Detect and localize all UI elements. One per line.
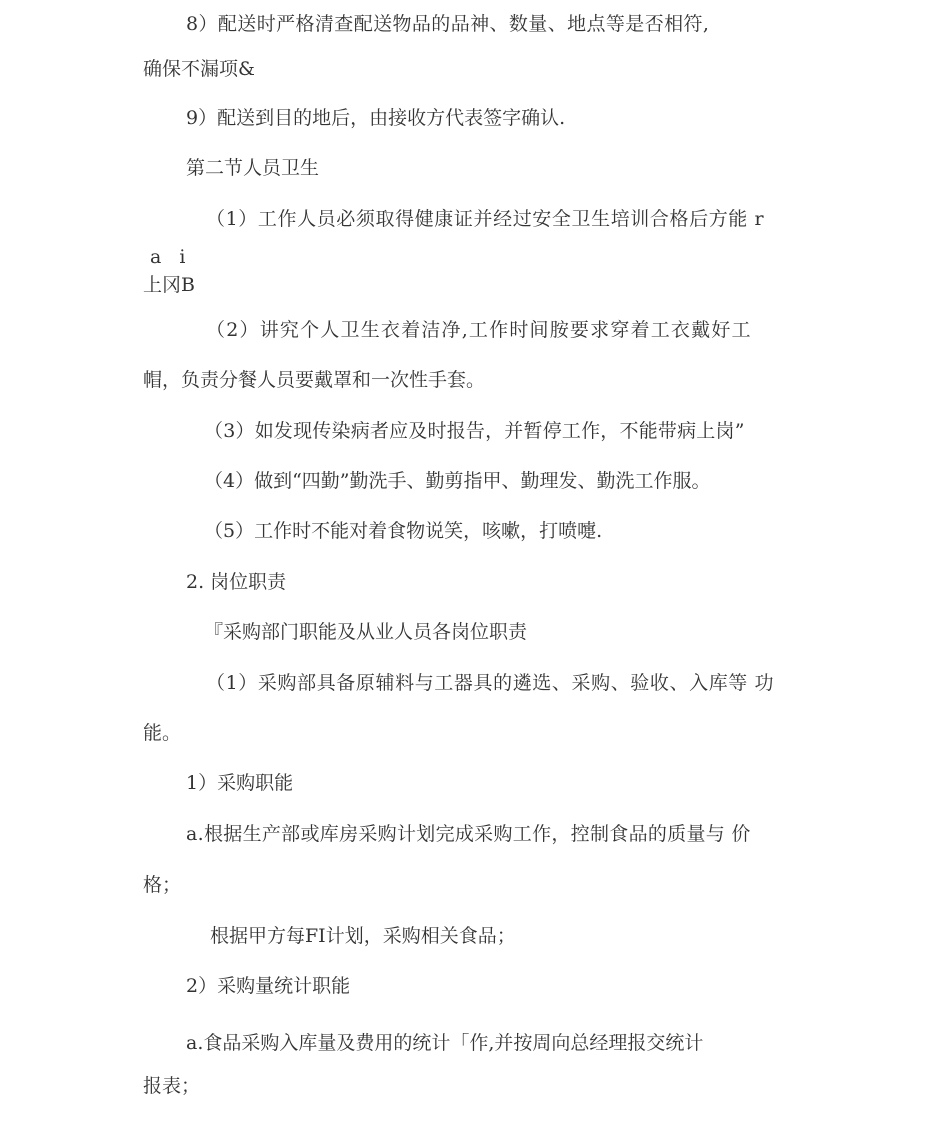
text-line: a.根据生产部或库房采购计划完成采购工作，控制食品的质量与 价 bbox=[186, 823, 751, 845]
text-line: （4）做到“四勤”勤洗手、勤剪指甲、勤理发、勤洗工作服。 bbox=[204, 470, 711, 492]
text-line: （2）讲究个人卫生衣着洁净,工作时间胺要求穿着工衣戴好工 bbox=[206, 319, 752, 341]
text-line: 1）采购职能 bbox=[186, 772, 294, 794]
text-line: （1）工作人员必须取得健康证并经过安全卫生培训合格后方能 r bbox=[206, 208, 765, 230]
text-line: 9）配送到目的地后，由接收方代表签字确认. bbox=[186, 107, 566, 129]
text-line: 8）配送时严格清查配送物品的品神、数量、地点等是否相符, bbox=[186, 13, 710, 35]
text-line: （5）工作时不能对着食物说笑，咳嗽，打喷嚏. bbox=[204, 520, 603, 542]
text-line: 报表； bbox=[143, 1075, 201, 1097]
section-heading: 第二节人员卫生 bbox=[186, 157, 320, 179]
text-line: a i bbox=[150, 246, 192, 268]
text-line: a.食品采购入库量及费用的统计「作,并按周向总经理报交统计 bbox=[186, 1032, 704, 1054]
text-line: （3）如发现传染病者应及时报告，并暂停工作，不能带病上岗” bbox=[204, 420, 745, 442]
text-line: 根据甲方每FI计划，采购相关食品； bbox=[210, 925, 516, 947]
text-line: 帽，负责分餐人员要戴罩和一次性手套。 bbox=[143, 369, 486, 391]
text-line: 格； bbox=[143, 874, 182, 896]
text-line: 2）采购量统计职能 bbox=[186, 975, 351, 997]
text-line: （1）采购部具备原辅料与工器具的遴选、采购、验收、入库等 功 bbox=[206, 672, 775, 694]
text-line: 能。 bbox=[143, 722, 182, 744]
text-line: 上冈B bbox=[143, 274, 195, 296]
section-heading: 2. 岗位职责 bbox=[186, 571, 287, 593]
text-line: 确保不漏项& bbox=[143, 58, 255, 80]
text-line: 『采购部门职能及从业人员各岗位职责 bbox=[204, 621, 528, 643]
